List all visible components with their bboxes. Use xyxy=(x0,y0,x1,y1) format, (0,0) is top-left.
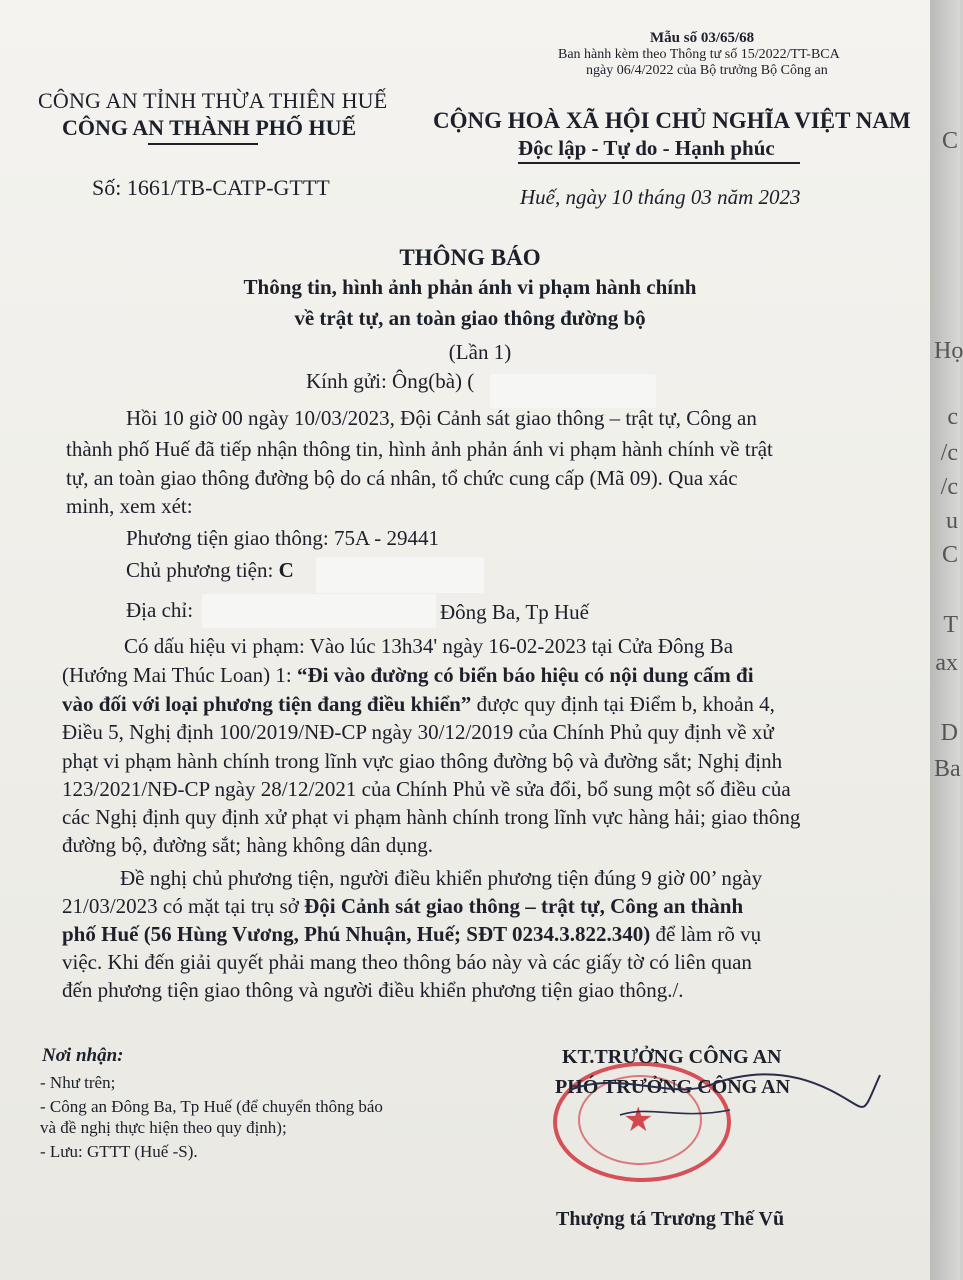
motto-underline xyxy=(518,162,800,164)
body-line xyxy=(62,692,775,717)
side-page-fragment: u xyxy=(946,508,958,534)
body-line: đường bộ, đường sắt; hàng không dân dụng. xyxy=(62,833,434,857)
body-text-segment: 21/03/2023 có mặt tại trụ sở xyxy=(62,894,305,918)
body-line xyxy=(62,922,761,947)
body-line: thành phố Huế đã tiếp nhận thông tin, hình ảnh phản ánh vi phạm hành chính về trật xyxy=(66,437,773,461)
body-line: Điều 5, Nghị định 100/2019/NĐ-CP ngày 30/12/2019 của Chính Phủ quy định về xử xyxy=(62,720,774,744)
recipient-item: - Công an Đông Ba, Tp Huế (để chuyển thông báo xyxy=(40,1097,383,1116)
body-line: Đề nghị chủ phương tiện, người điều khiển phương tiện đúng 9 giờ 00’ ngày xyxy=(120,866,763,890)
agency-underline xyxy=(148,143,258,145)
document-number: Số: 1661/TB-CATP-GTTT xyxy=(92,175,330,200)
body-line: đến phương tiện giao thông và người điều khiển phương tiện giao thông./. xyxy=(62,978,684,1002)
form-issued-note: Ban hành kèm theo Thông tư số 15/2022/TT-BCA xyxy=(558,47,840,62)
address-label: Địa chỉ: xyxy=(126,598,194,622)
body-text-segment: để làm rõ vụ xyxy=(650,922,762,946)
side-page-fragment: Ba xyxy=(934,756,961,782)
national-motto: Độc lập - Tự do - Hạnh phúc xyxy=(518,136,775,160)
violation-description-cont: vào đối với loại phương tiện đang điều khiển” xyxy=(62,692,472,716)
agency-parent: CÔNG AN TỈNH THỪA THIÊN HUẾ xyxy=(38,88,388,113)
document-title: THÔNG BÁO xyxy=(399,245,541,270)
issue-number: (Lần 1) xyxy=(448,340,512,364)
agency-name: CÔNG AN THÀNH PHỐ HUẾ xyxy=(62,115,357,140)
side-page-fragment: ax xyxy=(935,650,958,676)
body-line: phạt vi phạm hành chính trong lĩnh vực giao thông đường bộ và đường sắt; Nghị định xyxy=(62,749,783,773)
document-subtitle-1: Thông tin, hình ảnh phản ánh vi phạm hành chính xyxy=(243,275,697,299)
side-page-fragment: T xyxy=(943,612,958,638)
recipient-label: Kính gửi: Ông(bà) xyxy=(306,369,463,393)
office-address: phố Huế (56 Hùng Vương, Phú Nhuận, Huế; SĐT 0234.3.822.340) xyxy=(62,922,651,946)
vehicle-owner-line xyxy=(126,558,294,583)
body-line xyxy=(62,894,743,919)
document-subtitle-2: về trật tự, an toàn giao thông đường bộ xyxy=(294,306,646,330)
side-page-fragment: c xyxy=(947,404,958,430)
recipient-item: - Lưu: GTTT (Huế -S). xyxy=(40,1142,198,1161)
body-line xyxy=(62,663,754,688)
recipient-item: - Như trên; xyxy=(40,1073,116,1092)
handwritten-signature xyxy=(560,1060,890,1160)
recipient-name-partial: ( xyxy=(467,369,475,393)
side-page-fragment: /c xyxy=(940,440,958,466)
national-title: CỘNG HOÀ XÃ HỘI CHỦ NGHĨA VIỆT NAM xyxy=(433,108,911,133)
side-page-fragment: C xyxy=(941,542,958,568)
violation-description: “Đi vào đường có biển báo hiệu có nội dung cấm đi xyxy=(296,663,754,687)
office-name: Đội Cảnh sát giao thông – trật tự, Công an thành xyxy=(304,894,744,918)
body-line: việc. Khi đến giải quyết phải mang theo thông báo này và các giấy tờ có liên quan xyxy=(62,950,752,974)
recipient-item: và đề nghị thực hiện theo quy định); xyxy=(40,1118,287,1137)
body-line: tự, an toàn giao thông đường bộ do cá nhân, tổ chức cung cấp (Mã 09). Qua xác xyxy=(66,466,738,490)
redacted-recipient-name xyxy=(490,374,656,408)
recipient-line xyxy=(306,369,474,394)
vehicle-plate-line: Phương tiện giao thông: 75A - 29441 xyxy=(126,526,439,550)
seal-star-icon: ★ xyxy=(623,1102,654,1139)
signer-title-1: KT.TRƯỞNG CÔNG AN xyxy=(562,1046,782,1068)
body-text-segment: (Hướng Mai Thúc Loan) 1: xyxy=(62,663,297,687)
signer-title-2: PHÓ TRƯỞNG CÔNG AN xyxy=(555,1076,791,1098)
vehicle-owner-partial: C xyxy=(278,558,294,582)
body-text-segment: được quy định tại Điểm b, khoản 4, xyxy=(471,692,775,716)
side-page-fragment: D xyxy=(940,720,958,746)
vehicle-owner-label: Chủ phương tiện: xyxy=(126,558,274,582)
redacted-address xyxy=(202,594,436,628)
recipients-heading: Nơi nhận: xyxy=(42,1045,124,1066)
body-line: Có dấu hiệu vi phạm: Vào lúc 13h34' ngày 16-02-2023 tại Cửa Đông Ba xyxy=(124,634,734,658)
redacted-owner-name xyxy=(316,557,484,593)
body-line: Hồi 10 giờ 00 ngày 10/03/2023, Đội Cảnh sát giao thông – trật tự, Công an xyxy=(126,406,757,430)
place-date: Huế, ngày 10 tháng 03 năm 2023 xyxy=(520,185,801,209)
side-page-fragment: Họ xyxy=(934,338,963,364)
side-page-fragment: /c xyxy=(940,474,958,500)
side-page-fragment: C xyxy=(941,128,958,154)
body-line: 123/2021/NĐ-CP ngày 28/12/2021 của Chính Phủ về sửa đổi, bổ sung một số điều của xyxy=(62,777,791,801)
address-visible: Đông Ba, Tp Huế xyxy=(440,600,589,624)
adjacent-page-edge xyxy=(930,0,963,1280)
form-issued-date: ngày 06/4/2022 của Bộ trưởng Bộ Công an xyxy=(586,63,828,78)
body-line: minh, xem xét: xyxy=(66,494,193,518)
body-line: các Nghị định quy định xử phạt vi phạm hành chính trong lĩnh vực hàng hải; giao thông xyxy=(62,805,801,829)
form-number: Mẫu số 03/65/68 xyxy=(650,30,755,46)
signer-name: Thượng tá Trương Thế Vũ xyxy=(556,1208,785,1230)
